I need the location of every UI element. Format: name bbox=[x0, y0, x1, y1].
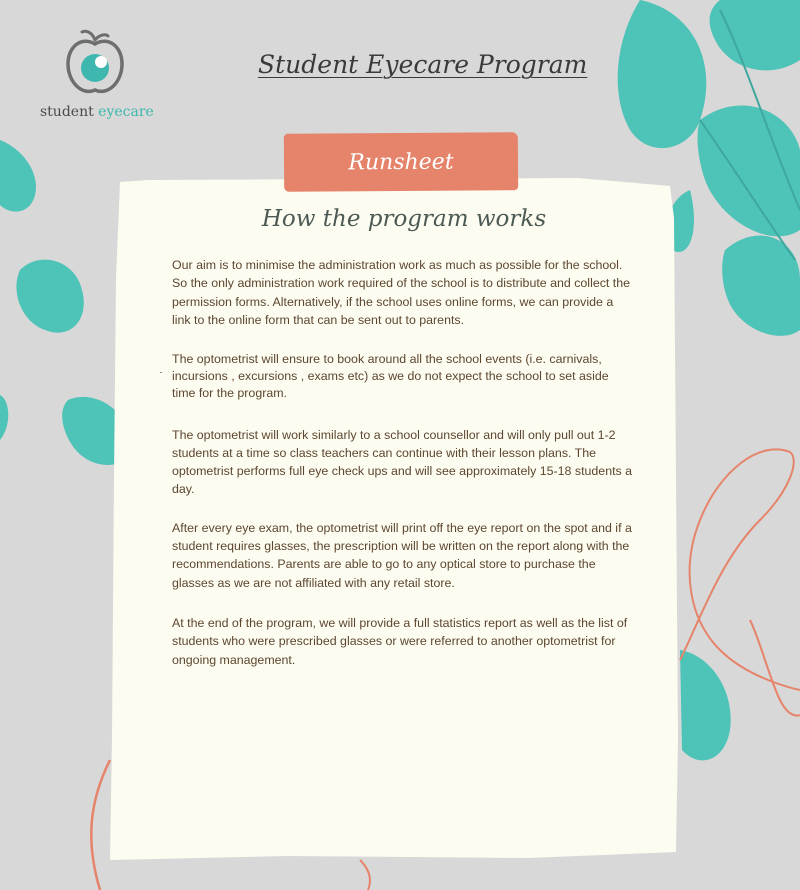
body-text bbox=[172, 256, 634, 691]
student-eyecare-logo bbox=[36, 26, 156, 126]
leaf-cluster-left bbox=[0, 140, 125, 465]
paragraph-events: The optometrist will ensure to book around all the school events (i.e. carnivals, incursions , excursions , exams etc) as we do not expect the school to set aside time for the program. bbox=[172, 352, 609, 400]
runsheet-tab bbox=[284, 132, 518, 192]
paragraph-statistics: At the end of the program, we will provide a full statistics report as well as the list of students who were prescribed glasses or were referred to another optometrist for ongoing management. bbox=[172, 615, 628, 667]
runsheet-label: Runsheet bbox=[348, 149, 454, 175]
apple-eye-icon bbox=[64, 26, 126, 102]
paragraph-admin: Our aim is to minimise the administration work as much as possible for the school. So the only administration work required of the school is to distribute and collect the permission forms. Alternatively, if the school uses online forms, we can provide a link to the online form that can be sent out to parents. bbox=[172, 258, 631, 327]
leaf-bottom-right bbox=[680, 650, 731, 760]
page-title: Student Eyecare Program bbox=[258, 50, 588, 79]
section-title: How the program works bbox=[261, 206, 547, 232]
stray-dot bbox=[160, 372, 162, 373]
logo-word-student: student bbox=[40, 104, 94, 120]
logo-wordmark bbox=[40, 104, 154, 120]
paragraph-eye-report: After every eye exam, the optometrist will print off the eye report on the spot and if a student requires glasses, the prescription will be written on the report along with the recommendations. Parents are able to go to any optical store to purchase the glasses as we are not affiliated with any retail store. bbox=[172, 520, 632, 590]
coral-squiggle-right bbox=[680, 449, 800, 690]
logo-word-eyecare: eyecare bbox=[98, 104, 154, 120]
paragraph-counsellor: The optometrist will work similarly to a school counsellor and will only pull out 1-2 students at a time so class teachers can continue with their lesson plans. The optometrist performs full eye check ups and will see approximately 15-18 students a day. bbox=[172, 427, 633, 497]
